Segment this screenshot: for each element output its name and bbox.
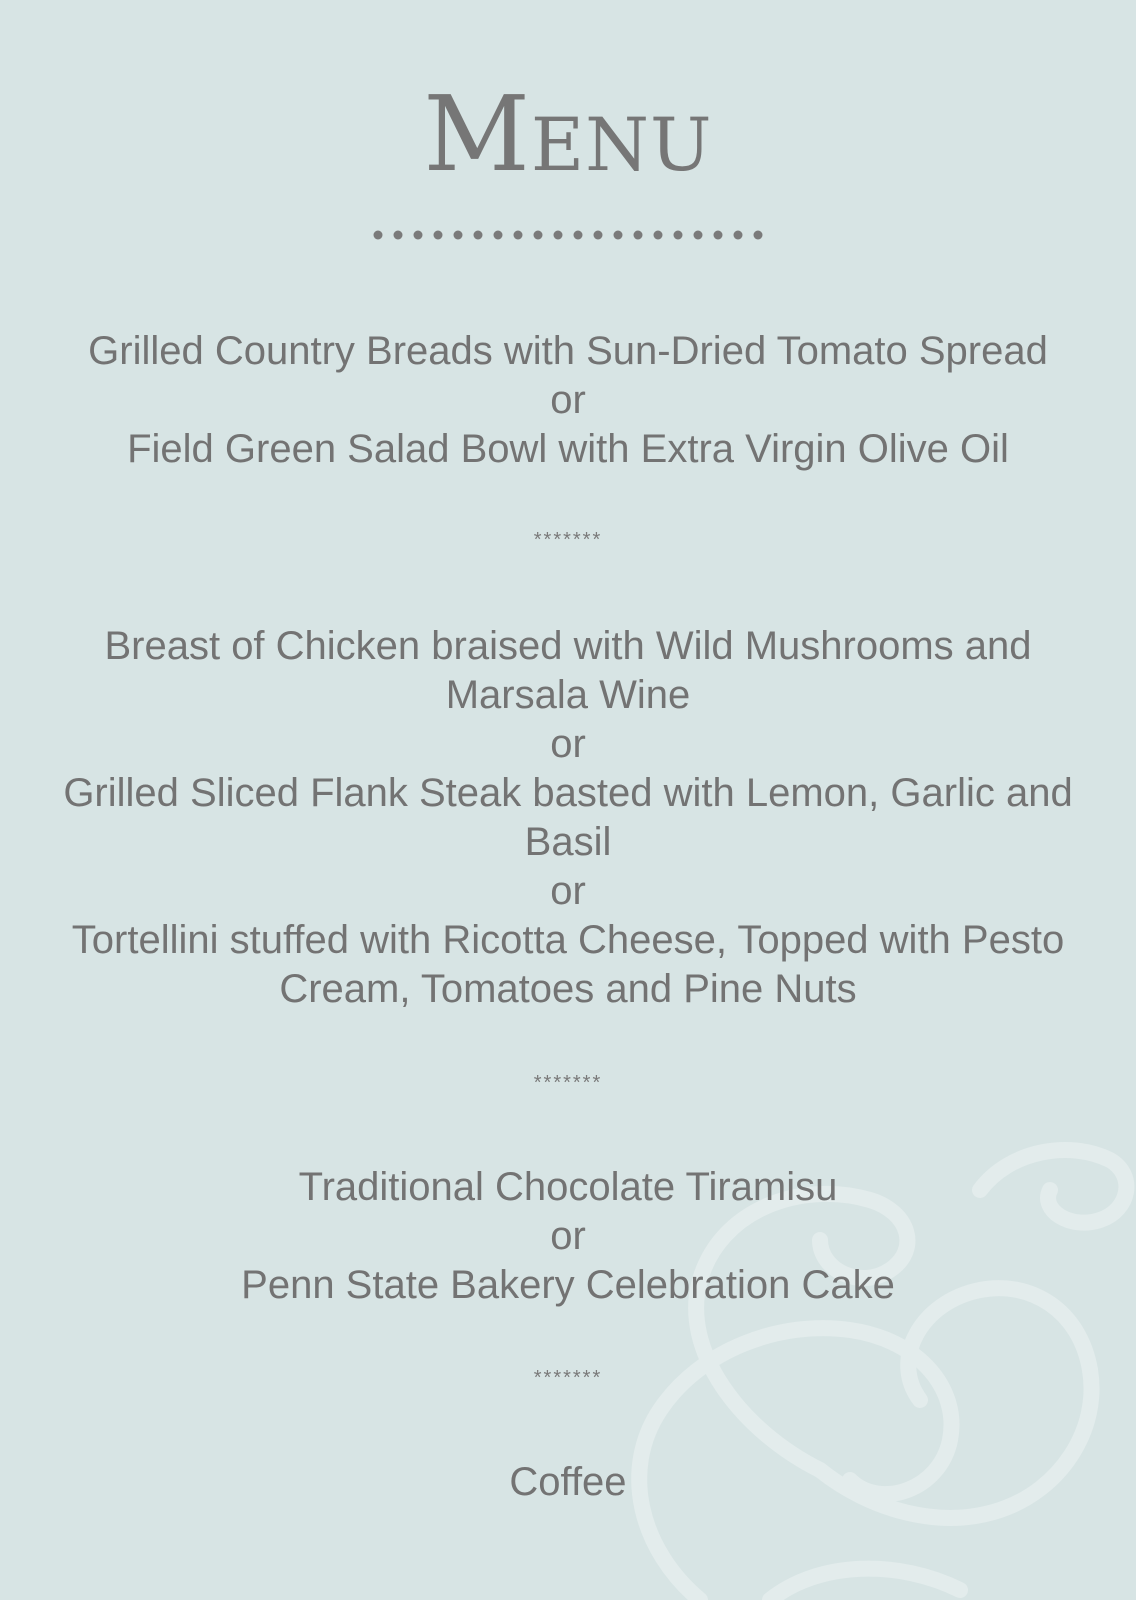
main-option-3-line-1: Tortellini stuffed with Ricotta Cheese, Topped with Pesto	[71, 918, 1065, 962]
drink-item: Coffee	[509, 1460, 627, 1504]
dessert-or: or	[550, 1214, 586, 1258]
dessert-option-2: Penn State Bakery Celebration Cake	[241, 1263, 895, 1307]
main-option-3-line-2: Cream, Tomatoes and Pine Nuts	[279, 967, 857, 1011]
menu-title: Menu	[423, 73, 713, 195]
starter-or: or	[550, 378, 586, 422]
course-separator-3: *******	[533, 1367, 603, 1389]
main-option-1-line-1: Breast of Chicken braised with Wild Mushrooms and	[104, 624, 1032, 668]
main-or-2: or	[550, 869, 586, 913]
main-or-1: or	[550, 722, 586, 766]
course-separator-2: *******	[533, 1072, 603, 1094]
main-option-2-line-1: Grilled Sliced Flank Steak basted with Lemon, Garlic and	[63, 771, 1073, 815]
starter-option-1: Grilled Country Breads with Sun-Dried Tomato Spread	[88, 329, 1048, 373]
main-option-1-line-2: Marsala Wine	[445, 673, 691, 717]
dessert-option-1: Traditional Chocolate Tiramisu	[298, 1165, 838, 1209]
course-separator-1: *******	[533, 529, 603, 551]
starter-option-2: Field Green Salad Bowl with Extra Virgin Olive Oil	[127, 427, 1009, 471]
dotted-divider	[372, 229, 764, 241]
main-option-2-line-2: Basil	[524, 820, 612, 864]
